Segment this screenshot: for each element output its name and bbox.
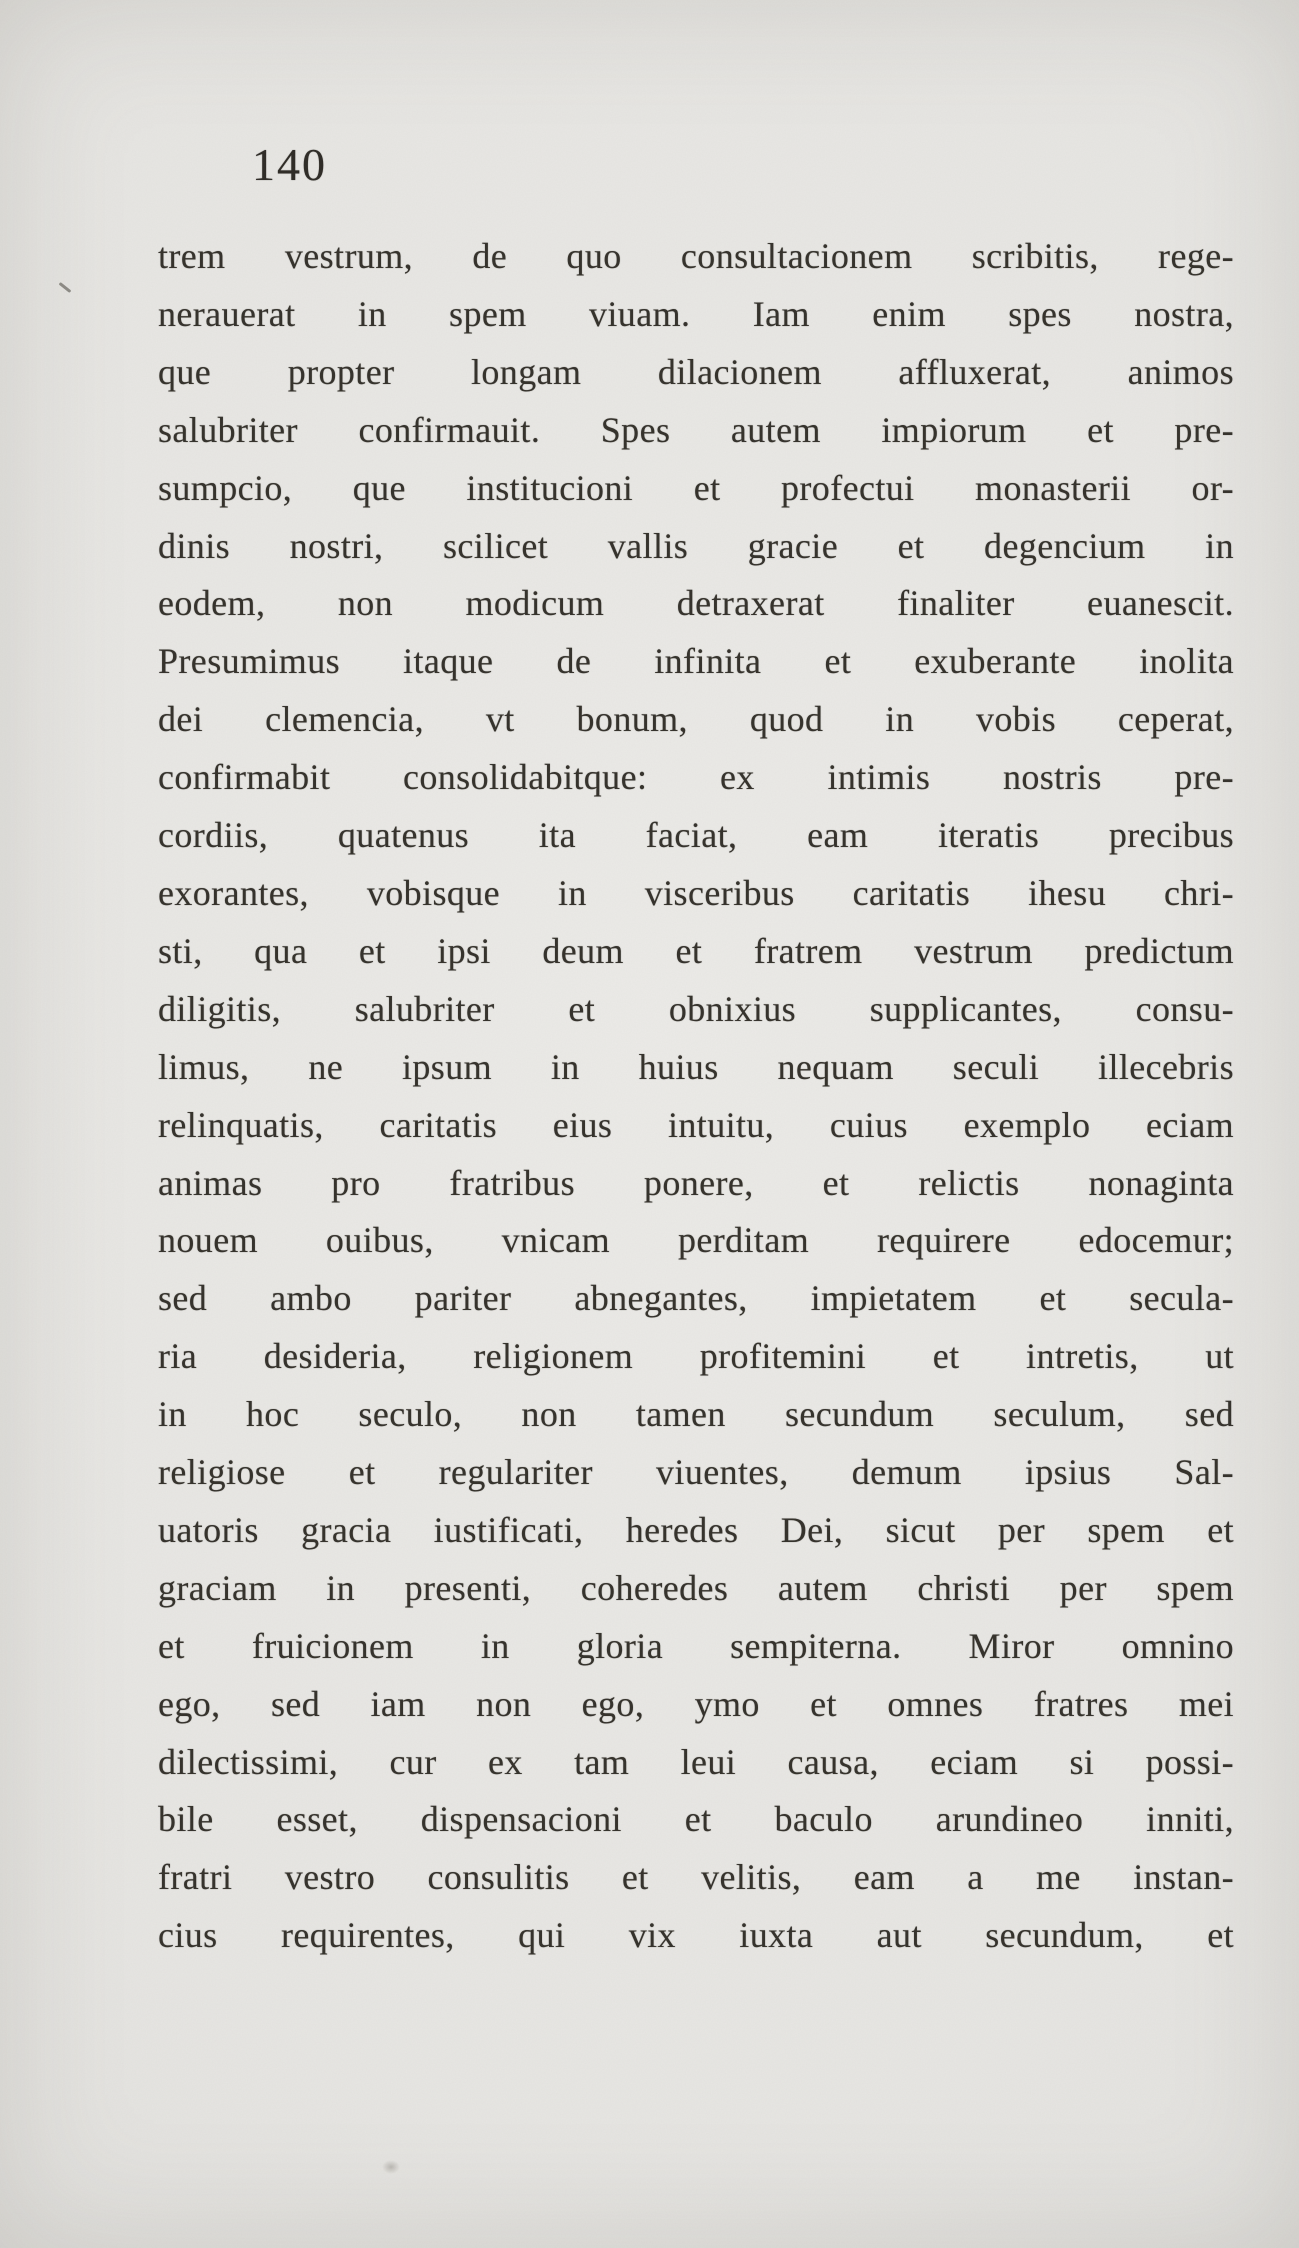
text-line: salubriter confirmauit. Spes autem impiorum et pre- — [158, 409, 1234, 450]
text-line: diligitis, salubriter et obnixius supplicantes, consu- — [158, 988, 1234, 1029]
text-line: limus, ne ipsum in huius nequam seculi illecebris — [158, 1046, 1234, 1087]
text-line: uatoris gracia iustificati, heredes Dei, sicut per spem et — [158, 1509, 1234, 1550]
text-line: confirmabit consolidabitque: ex intimis nostris pre- — [158, 757, 1234, 798]
text-line: fratri vestro consulitis et velitis, eam a me instan- — [158, 1857, 1234, 1898]
text-line: sed ambo pariter abnegantes, impietatem et secula- — [158, 1278, 1234, 1319]
text-line: cius requirentes, qui vix iuxta aut secundum, et — [158, 1915, 1234, 1956]
text-line: sumpcio, que institucioni et profectui monasterii or- — [158, 467, 1234, 508]
text-line: animas pro fratribus ponere, et relictis nonaginta — [158, 1162, 1234, 1203]
text-line: dei clemencia, vt bonum, quod in vobis ceperat, — [158, 699, 1234, 740]
text-line: ego, sed iam non ego, ymo et omnes fratres mei — [158, 1683, 1234, 1724]
text-line: sti, qua et ipsi deum et fratrem vestrum predictum — [158, 930, 1234, 971]
scan-artifact-smudge — [382, 2160, 400, 2174]
text-line: cordiis, quatenus ita faciat, eam iteratis precibus — [158, 815, 1234, 856]
text-line: Presumimus itaque de infinita et exuberante inolita — [158, 641, 1234, 682]
scan-artifact-tick — [59, 282, 72, 293]
text-line: graciam in presenti, coheredes autem christi per spem — [158, 1567, 1234, 1608]
text-line: nerauerat in spem viuam. Iam enim spes nostra, — [158, 293, 1234, 334]
text-line: exorantes, vobisque in visceribus caritatis ihesu chri- — [158, 872, 1234, 913]
text-line: ria desideria, religionem profitemini et intretis, ut — [158, 1336, 1234, 1377]
text-line: dilectissimi, cur ex tam leui causa, eciam si possi- — [158, 1741, 1234, 1782]
text-line: bile esset, dispensacioni et baculo arundineo inniti, — [158, 1799, 1234, 1840]
text-line: in hoc seculo, non tamen secundum seculum, sed — [158, 1394, 1234, 1435]
text-line: nouem ouibus, vnicam perditam requirere edocemur; — [158, 1220, 1234, 1261]
text-line: relinquatis, caritatis eius intuitu, cuius exemplo eciam — [158, 1104, 1234, 1145]
text-line: trem vestrum, de quo consultacionem scribitis, rege- — [158, 236, 1234, 276]
text-line: eodem, non modicum detraxerat finaliter euanescit. — [158, 583, 1234, 624]
text-line: que propter longam dilacionem affluxerat, animos — [158, 351, 1234, 392]
text-line: religiose et regulariter viuentes, demum ipsius Sal- — [158, 1452, 1234, 1493]
text-line: et fruicionem in gloria sempiterna. Miror omnino — [158, 1625, 1234, 1666]
page-number: 140 — [252, 139, 327, 190]
text-line: dinis nostri, scilicet vallis gracie et degencium in — [158, 525, 1234, 566]
page-text-block — [158, 228, 1234, 1965]
